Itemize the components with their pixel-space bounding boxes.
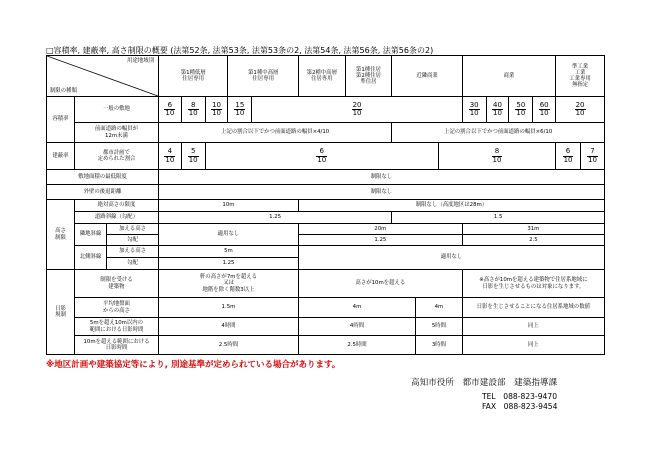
shadow-far-value: 3時間 xyxy=(416,336,463,355)
shadow-far-label: 10mを超える範囲における 日影時間 xyxy=(74,336,158,355)
shadow-near-value: 同上 xyxy=(462,318,604,336)
far-ratio: $\frac{40}{10}$ xyxy=(486,97,509,123)
far-label: 容積率 xyxy=(47,97,75,143)
bcr-ratio: $\frac{8}{10}$ xyxy=(438,143,555,170)
min-site-value: 制限なし xyxy=(158,170,604,185)
adjacent-add-value: 20m xyxy=(298,224,462,235)
road-slope-value: 1.5 xyxy=(392,212,605,224)
shadow-near-label: 5mを超え10m以内の 範囲における日影時間 xyxy=(74,318,158,336)
zone-header: 第1種低層 住居専用 xyxy=(158,56,227,97)
far-road-label: 前面道路の幅員が 12m未満 xyxy=(74,123,158,143)
far-ratio: $\frac{20}{10}$ xyxy=(252,97,462,123)
shadow-far-value: 2.5時間 xyxy=(298,336,415,355)
shadow-measure-label: 平均地盤面 からの高さ xyxy=(74,298,158,318)
bcr-plan-label: 都市計画で 定められた割合 xyxy=(74,143,158,170)
bcr-label: 建蔽率 xyxy=(47,143,75,170)
north-add-value: 5m xyxy=(158,246,298,258)
north-add-label: 加える高さ xyxy=(107,246,159,258)
shadow-near-value: 4時間 xyxy=(298,318,415,336)
adjacent-slope-sublabel: 勾配 xyxy=(107,235,159,246)
bcr-ratio: $\frac{5}{10}$ xyxy=(181,143,205,170)
absolute-height-label: 絶対高さの限度 xyxy=(74,200,158,212)
zone-header: 近隣商業 xyxy=(392,56,463,97)
height-group-label: 高さ 制限 xyxy=(47,200,75,270)
shadow-building-note: ※高さが10mを超える建築物で住居系地域に 日影を生じさせるものは対象になります。 xyxy=(462,270,604,298)
shadow-group-label: 日影 規制 xyxy=(47,270,75,355)
page-title: □容積率, 建蔽率, 高さ制限の概要 (法第52条, 法第53条, 法第53条の2, 法第54条, 法第56条, 法第56条の2) xyxy=(46,46,434,55)
shadow-building-value: 軒の高さが7mを超える 又は 地階を除く階数3以上 xyxy=(158,270,298,298)
zone-header: 準工業 工業 工業専用 無指定 xyxy=(556,56,605,97)
zone-header: 第1種中高層 住居専用 xyxy=(228,56,299,97)
min-site-label: 敷地面積の最低限度 xyxy=(47,170,159,185)
zone-header: 第2種中高層 住居専用 xyxy=(298,56,345,97)
bcr-ratio: $\frac{7}{10}$ xyxy=(580,143,604,170)
shadow-near-value: 4時間 xyxy=(158,318,298,336)
shadow-near-value: 5時間 xyxy=(416,318,463,336)
adjacent-add-value: 31m xyxy=(462,224,604,235)
shadow-measure-note: 日影を生じさせることになる住居系地域の数値 xyxy=(462,298,604,318)
office-name: 高知市役所 都市建設部 建築指導課 xyxy=(411,378,558,388)
shadow-far-value: 同上 xyxy=(462,336,604,355)
shadow-building-label: 制限を受ける 建築物 xyxy=(74,270,158,298)
far-ratio: $\frac{50}{10}$ xyxy=(509,97,533,123)
far-ratio: $\frac{30}{10}$ xyxy=(462,97,486,123)
far-ratio: $\frac{20}{10}$ xyxy=(556,97,605,123)
adjacent-add-label: 加える高さ xyxy=(107,224,159,235)
setback-value: 制限なし xyxy=(158,185,604,200)
regulation-table xyxy=(46,55,605,355)
north-slope-sublabel: 勾配 xyxy=(107,258,159,270)
road-slope-label: 道路斜線（勾配） xyxy=(74,212,158,224)
far-ratio: $\frac{6}{10}$ xyxy=(158,97,181,123)
far-road-rule: 上記の割合以下でかつ前面道路の幅員×6/10 xyxy=(392,123,605,143)
district-plan-note: ※地区計画や建築協定等により, 別途基準が定められている場合があります。 xyxy=(46,360,341,370)
far-ratio: $\frac{15}{10}$ xyxy=(228,97,252,123)
north-none: 適用なし xyxy=(298,246,604,270)
far-general-label: 一般の敷地 xyxy=(74,97,158,123)
restriction-label: 制限の種類 xyxy=(50,87,77,94)
zone-label: 用途地域別 xyxy=(127,58,154,64)
tel-number: TEL 088-823-9470 xyxy=(482,392,558,401)
road-slope-value: 1.25 xyxy=(158,212,391,224)
adjacent-slope-value: 2.5 xyxy=(462,235,604,246)
shadow-measure-value: 4m xyxy=(416,298,463,318)
bcr-ratio: $\frac{6}{10}$ xyxy=(205,143,438,170)
bcr-ratio: $\frac{6}{10}$ xyxy=(556,143,581,170)
fax-number: FAX 088-823-9454 xyxy=(482,402,558,411)
absolute-height-value: 10m xyxy=(158,200,298,212)
setback-label: 外壁の後退距離 xyxy=(47,185,159,200)
far-ratio: $\frac{10}{10}$ xyxy=(205,97,228,123)
far-ratio: $\frac{8}{10}$ xyxy=(181,97,205,123)
zone-header: 商業 xyxy=(462,56,555,97)
shadow-building-value: 高さが10mを超える xyxy=(298,270,462,298)
shadow-far-value: 2.5時間 xyxy=(158,336,298,355)
far-ratio: $\frac{60}{10}$ xyxy=(533,97,556,123)
adjacent-slope-label: 隣地斜線 xyxy=(74,224,106,246)
far-road-rule: 上記の割合以下でかつ前面道路の幅員×4/10 xyxy=(158,123,391,143)
zone-header: 第1種住居 第2種住居 準住居 xyxy=(345,56,392,97)
north-slope-value: 1.25 xyxy=(158,258,298,270)
shadow-measure-value: 4m xyxy=(298,298,415,318)
shadow-measure-value: 1.5m xyxy=(158,298,298,318)
adjacent-slope-value: 1.25 xyxy=(298,235,462,246)
bcr-ratio: $\frac{4}{10}$ xyxy=(158,143,181,170)
absolute-height-value: 制限なし（高度地区は28m） xyxy=(298,200,604,212)
header-corner xyxy=(47,56,159,97)
north-slope-label: 北側斜線 xyxy=(74,246,106,270)
adjacent-none: 適用なし xyxy=(158,224,298,246)
